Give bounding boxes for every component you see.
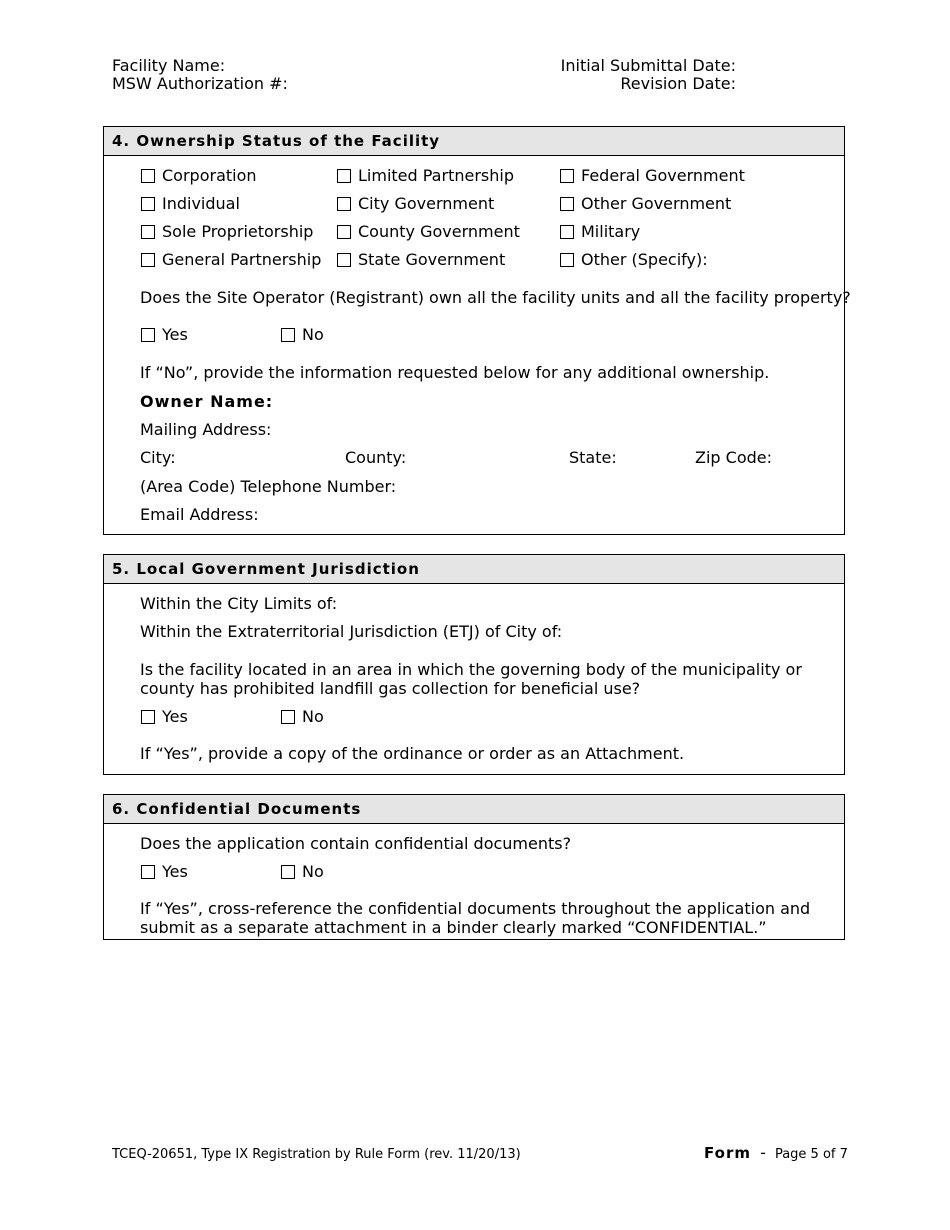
option-sole-proprietorship[interactable] [141, 223, 313, 241]
option-other-government[interactable] [560, 195, 731, 213]
option-label: Corporation [162, 166, 257, 185]
confidential-no-option[interactable] [281, 863, 324, 881]
option-label: Individual [162, 194, 240, 213]
facility-name-label: Facility Name: [112, 56, 226, 75]
city-limits-label: Within the City Limits of: [140, 594, 338, 613]
option-limited-partnership[interactable] [337, 167, 514, 185]
checkbox[interactable] [281, 328, 295, 342]
ownership-instruction: If “No”, provide the information requested below for any additional ownership. [140, 363, 770, 382]
section-title: 6. Confidential Documents [112, 800, 362, 818]
msw-authorization-label: MSW Authorization #: [112, 74, 288, 93]
ownership-question: Does the Site Operator (Registrant) own all the facility units and all the facility property? [140, 288, 851, 307]
ownership-status-section [103, 126, 851, 535]
checkbox[interactable] [141, 865, 155, 879]
option-label: Federal Government [581, 166, 745, 185]
local-government-section [103, 554, 845, 775]
city-label: City: [140, 448, 176, 467]
landfill-question-line1: Is the facility located in an area in which the governing body of the municipality or [140, 660, 802, 679]
footer-dash: - [760, 1143, 766, 1162]
option-label: County Government [358, 222, 520, 241]
checkbox[interactable] [141, 197, 155, 211]
page-indicator [704, 1144, 848, 1164]
option-label: Yes [162, 707, 188, 726]
option-label: Yes [162, 325, 188, 344]
option-county-government[interactable] [337, 223, 520, 241]
mailing-address-label: Mailing Address: [140, 420, 272, 439]
option-military[interactable] [560, 223, 640, 241]
option-label: General Partnership [162, 250, 322, 269]
checkbox[interactable] [141, 169, 155, 183]
checkbox[interactable] [141, 253, 155, 267]
checkbox[interactable] [337, 169, 351, 183]
checkbox[interactable] [141, 710, 155, 724]
option-label: City Government [358, 194, 495, 213]
confidential-instruction-line1: If “Yes”, cross-reference the confidential documents throughout the application and [140, 899, 811, 918]
option-corporation[interactable] [141, 167, 257, 185]
checkbox[interactable] [141, 328, 155, 342]
option-label: No [302, 862, 324, 881]
confidential-instruction-line2: submit as a separate attachment in a binder clearly marked “CONFIDENTIAL.” [140, 918, 767, 937]
telephone-label: (Area Code) Telephone Number: [140, 477, 397, 496]
checkbox[interactable] [560, 169, 574, 183]
checkbox[interactable] [337, 225, 351, 239]
option-label: Military [581, 222, 641, 241]
ownership-yes-option[interactable] [141, 326, 188, 344]
etj-label: Within the Extraterritorial Jurisdiction (ETJ) of City of: [140, 622, 563, 641]
option-label: Limited Partnership [358, 166, 514, 185]
option-label: No [302, 707, 324, 726]
section-header [104, 555, 844, 584]
email-address-label: Email Address: [140, 505, 259, 524]
landfill-question-line2: county has prohibited landfill gas collection for beneficial use? [140, 679, 641, 698]
section-header [104, 127, 844, 156]
ownership-no-option[interactable] [281, 326, 324, 344]
option-label: State Government [358, 250, 506, 269]
option-label: Yes [162, 862, 188, 881]
zip-code-label: Zip Code: [695, 448, 772, 467]
option-general-partnership[interactable] [141, 251, 321, 269]
county-label: County: [345, 448, 407, 467]
option-label: No [302, 325, 324, 344]
checkbox[interactable] [337, 253, 351, 267]
option-other-specify[interactable] [560, 251, 708, 269]
landfill-no-option[interactable] [281, 708, 324, 726]
owner-name-label: Owner Name: [140, 392, 274, 411]
form-label: Form [704, 1144, 751, 1162]
checkbox[interactable] [281, 710, 295, 724]
checkbox[interactable] [560, 225, 574, 239]
confidential-yes-option[interactable] [141, 863, 188, 881]
confidential-documents-section [103, 794, 845, 940]
state-label: State: [569, 448, 617, 467]
checkbox[interactable] [141, 225, 155, 239]
option-individual[interactable] [141, 195, 240, 213]
checkbox[interactable] [560, 253, 574, 267]
revision-date-label: Revision Date: [620, 74, 736, 93]
option-city-government[interactable] [337, 195, 494, 213]
landfill-yes-option[interactable] [141, 708, 188, 726]
checkbox[interactable] [281, 865, 295, 879]
form-identifier: TCEQ-20651, Type IX Registration by Rule Form (rev. 11/20/13) [112, 1147, 521, 1162]
option-label: Other Government [581, 194, 732, 213]
option-state-government[interactable] [337, 251, 505, 269]
option-label: Sole Proprietorship [162, 222, 314, 241]
ordinance-instruction: If “Yes”, provide a copy of the ordinance or order as an Attachment. [140, 744, 685, 763]
section-title: 4. Ownership Status of the Facility [112, 132, 441, 150]
option-federal-government[interactable] [560, 167, 745, 185]
checkbox[interactable] [560, 197, 574, 211]
section-title: 5. Local Government Jurisdiction [112, 560, 420, 578]
option-label: Other (Specify): [581, 250, 708, 269]
initial-submittal-date-label: Initial Submittal Date: [560, 56, 736, 75]
confidential-question: Does the application contain confidential documents? [140, 834, 572, 853]
page-number: Page 5 of 7 [774, 1147, 848, 1162]
section-header [104, 795, 844, 824]
checkbox[interactable] [337, 197, 351, 211]
